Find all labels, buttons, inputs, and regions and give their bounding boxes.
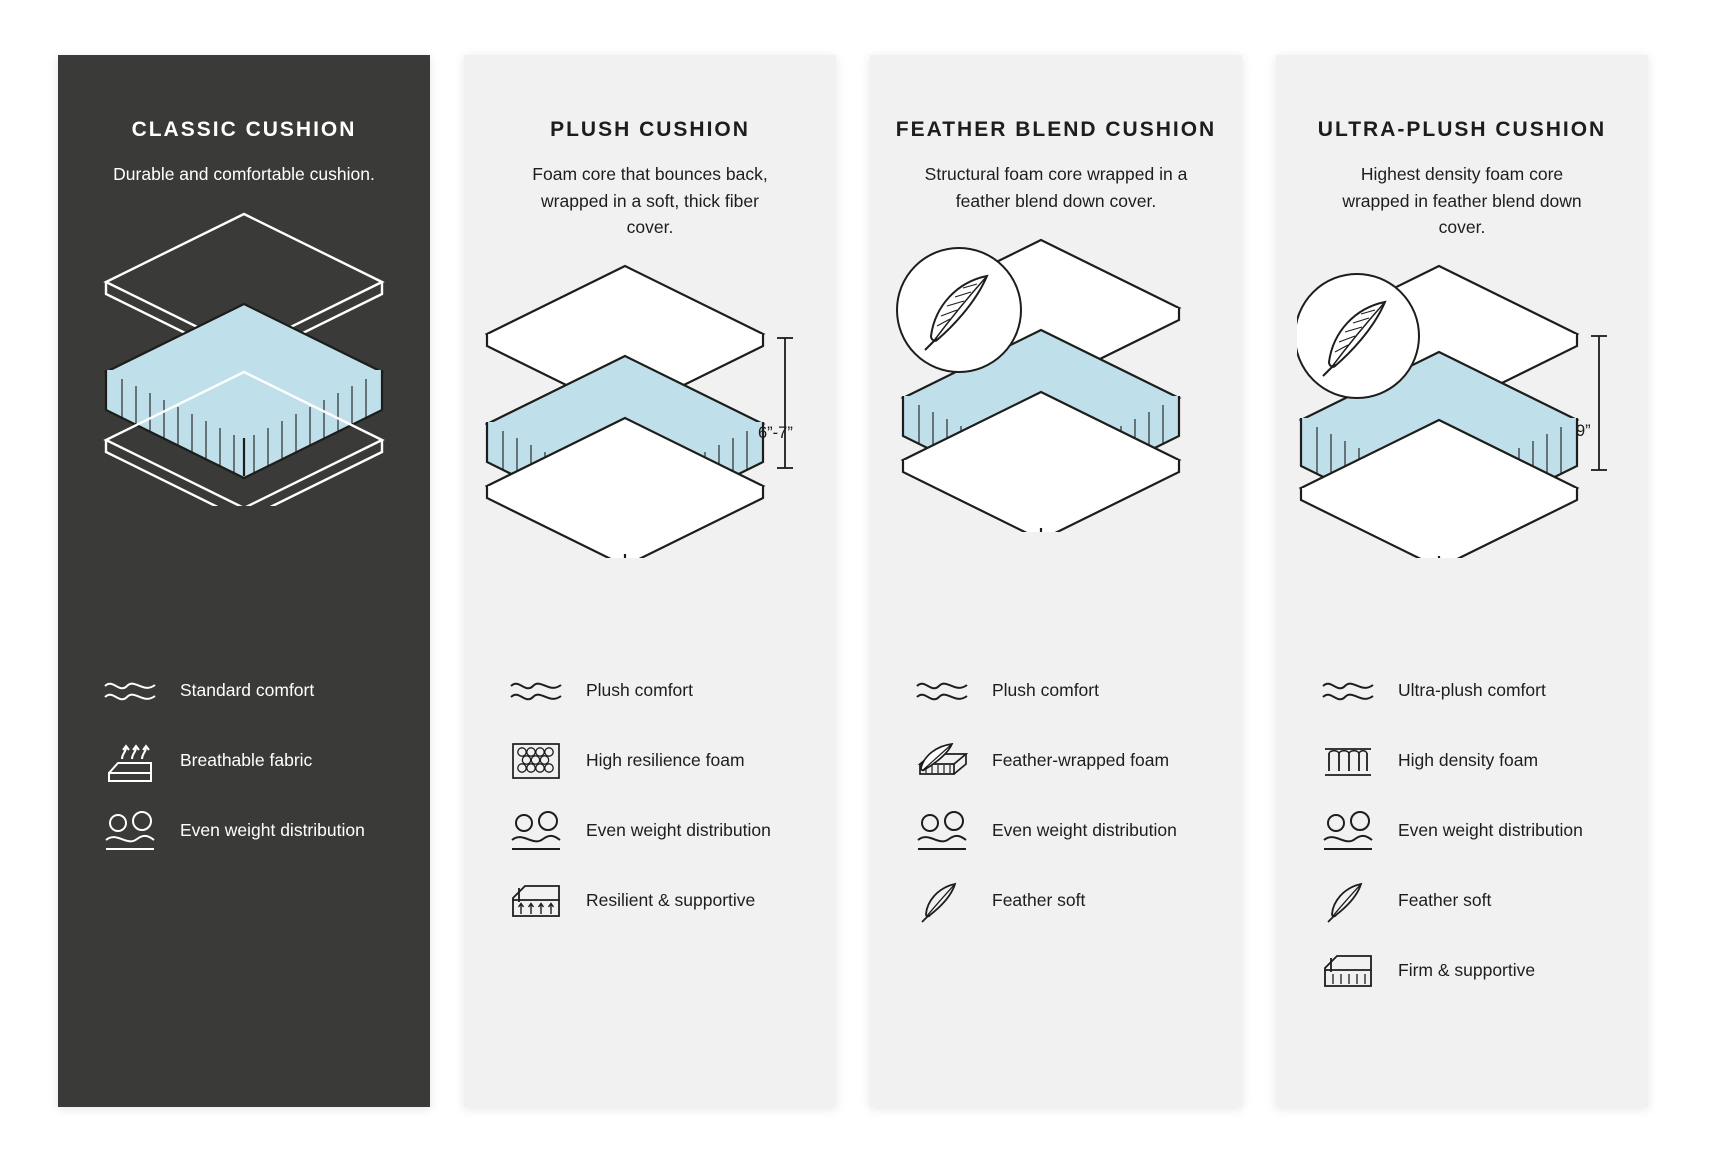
feature-item [98, 805, 406, 857]
feature-item [1316, 945, 1624, 997]
feature-label: Feather-wrapped foam [992, 750, 1170, 771]
dimension-label: 6”-7” [758, 424, 793, 442]
wave-icon [1316, 668, 1380, 714]
feature-item [504, 665, 812, 717]
firm-support-icon [1316, 948, 1380, 994]
feature-label: Ultra-plush comfort [1398, 680, 1546, 701]
breathable-fabric-icon [98, 738, 162, 784]
feature-item [910, 735, 1218, 787]
dimension-bracket [777, 338, 793, 468]
exploded-cushion-illustration [58, 206, 430, 536]
feather-wrapped-foam-icon [910, 738, 974, 784]
feature-list [504, 665, 812, 945]
feature-item [910, 805, 1218, 857]
wave-icon [98, 668, 162, 714]
feature-item [1316, 665, 1624, 717]
feather-badge-icon [1297, 274, 1419, 398]
feather-icon [910, 878, 974, 924]
wave-icon [504, 668, 568, 714]
even-weight-distribution-icon [910, 808, 974, 854]
feature-label: Plush comfort [992, 680, 1099, 701]
feature-label: Feather soft [1398, 890, 1492, 911]
feature-label: Standard comfort [180, 680, 315, 701]
feature-label: Even weight distribution [586, 820, 771, 841]
exploded-cushion-illustration [870, 232, 1242, 562]
feather-badge-icon [897, 248, 1021, 372]
feature-label: Breathable fabric [180, 750, 313, 771]
card-title: CLASSIC CUSHION [131, 118, 357, 141]
card-description: Durable and comfortable cushion. [113, 164, 375, 185]
feature-item [1316, 805, 1624, 857]
feature-label: Even weight distribution [992, 820, 1177, 841]
feature-label: Feather soft [992, 890, 1086, 911]
even-weight-distribution-icon [504, 808, 568, 854]
resilient-support-icon [504, 878, 568, 924]
feature-list [1316, 665, 1624, 1015]
wave-icon [910, 668, 974, 714]
feature-item [504, 805, 812, 857]
feature-list [98, 665, 406, 875]
even-weight-distribution-icon [1316, 808, 1380, 854]
dimension-label: 9” [1576, 422, 1591, 440]
feature-item [504, 735, 812, 787]
feature-item [1316, 875, 1624, 927]
feature-list [910, 665, 1218, 945]
foam-core-layer [106, 304, 382, 478]
exploded-cushion-illustration [1276, 258, 1648, 588]
dimension-bracket [1591, 336, 1607, 470]
feature-item [1316, 735, 1624, 787]
feature-item [910, 665, 1218, 717]
feather-icon [1316, 878, 1380, 924]
feature-label: Even weight distribution [1398, 820, 1583, 841]
feature-item [98, 735, 406, 787]
feature-item [504, 875, 812, 927]
feature-item [910, 875, 1218, 927]
cushion-card-classic[interactable] [58, 55, 430, 1107]
even-weight-distribution-icon [98, 808, 162, 854]
feature-label: Firm & supportive [1398, 960, 1536, 981]
feature-item [98, 665, 406, 717]
honeycomb-foam-icon [504, 738, 568, 784]
card-title: ULTRA-PLUSH CUSHION [1317, 118, 1607, 141]
cushion-card-plush[interactable] [464, 55, 836, 1107]
card-description: Foam core that bounces back, wrapped in a soft, thick fiber cover. [532, 164, 768, 237]
exploded-cushion-illustration [464, 258, 836, 588]
card-title: PLUSH CUSHION [550, 118, 750, 141]
cushion-card-feather-blend[interactable] [870, 55, 1242, 1107]
cushion-card-ultra-plush[interactable] [1276, 55, 1648, 1107]
feature-label: High resilience foam [586, 750, 745, 771]
feature-label: Even weight distribution [180, 820, 365, 841]
card-description: Structural foam core wrapped in a feather blend down cover. [924, 164, 1188, 211]
feature-label: Plush comfort [586, 680, 693, 701]
feature-label: Resilient & supportive [586, 890, 756, 911]
cushion-cards-row [58, 55, 1672, 1107]
card-description: Highest density foam core wrapped in feather blend down cover. [1342, 164, 1582, 237]
high-density-foam-icon [1316, 738, 1380, 784]
card-title: FEATHER BLEND CUSHION [895, 118, 1217, 141]
feature-label: High density foam [1398, 750, 1539, 771]
